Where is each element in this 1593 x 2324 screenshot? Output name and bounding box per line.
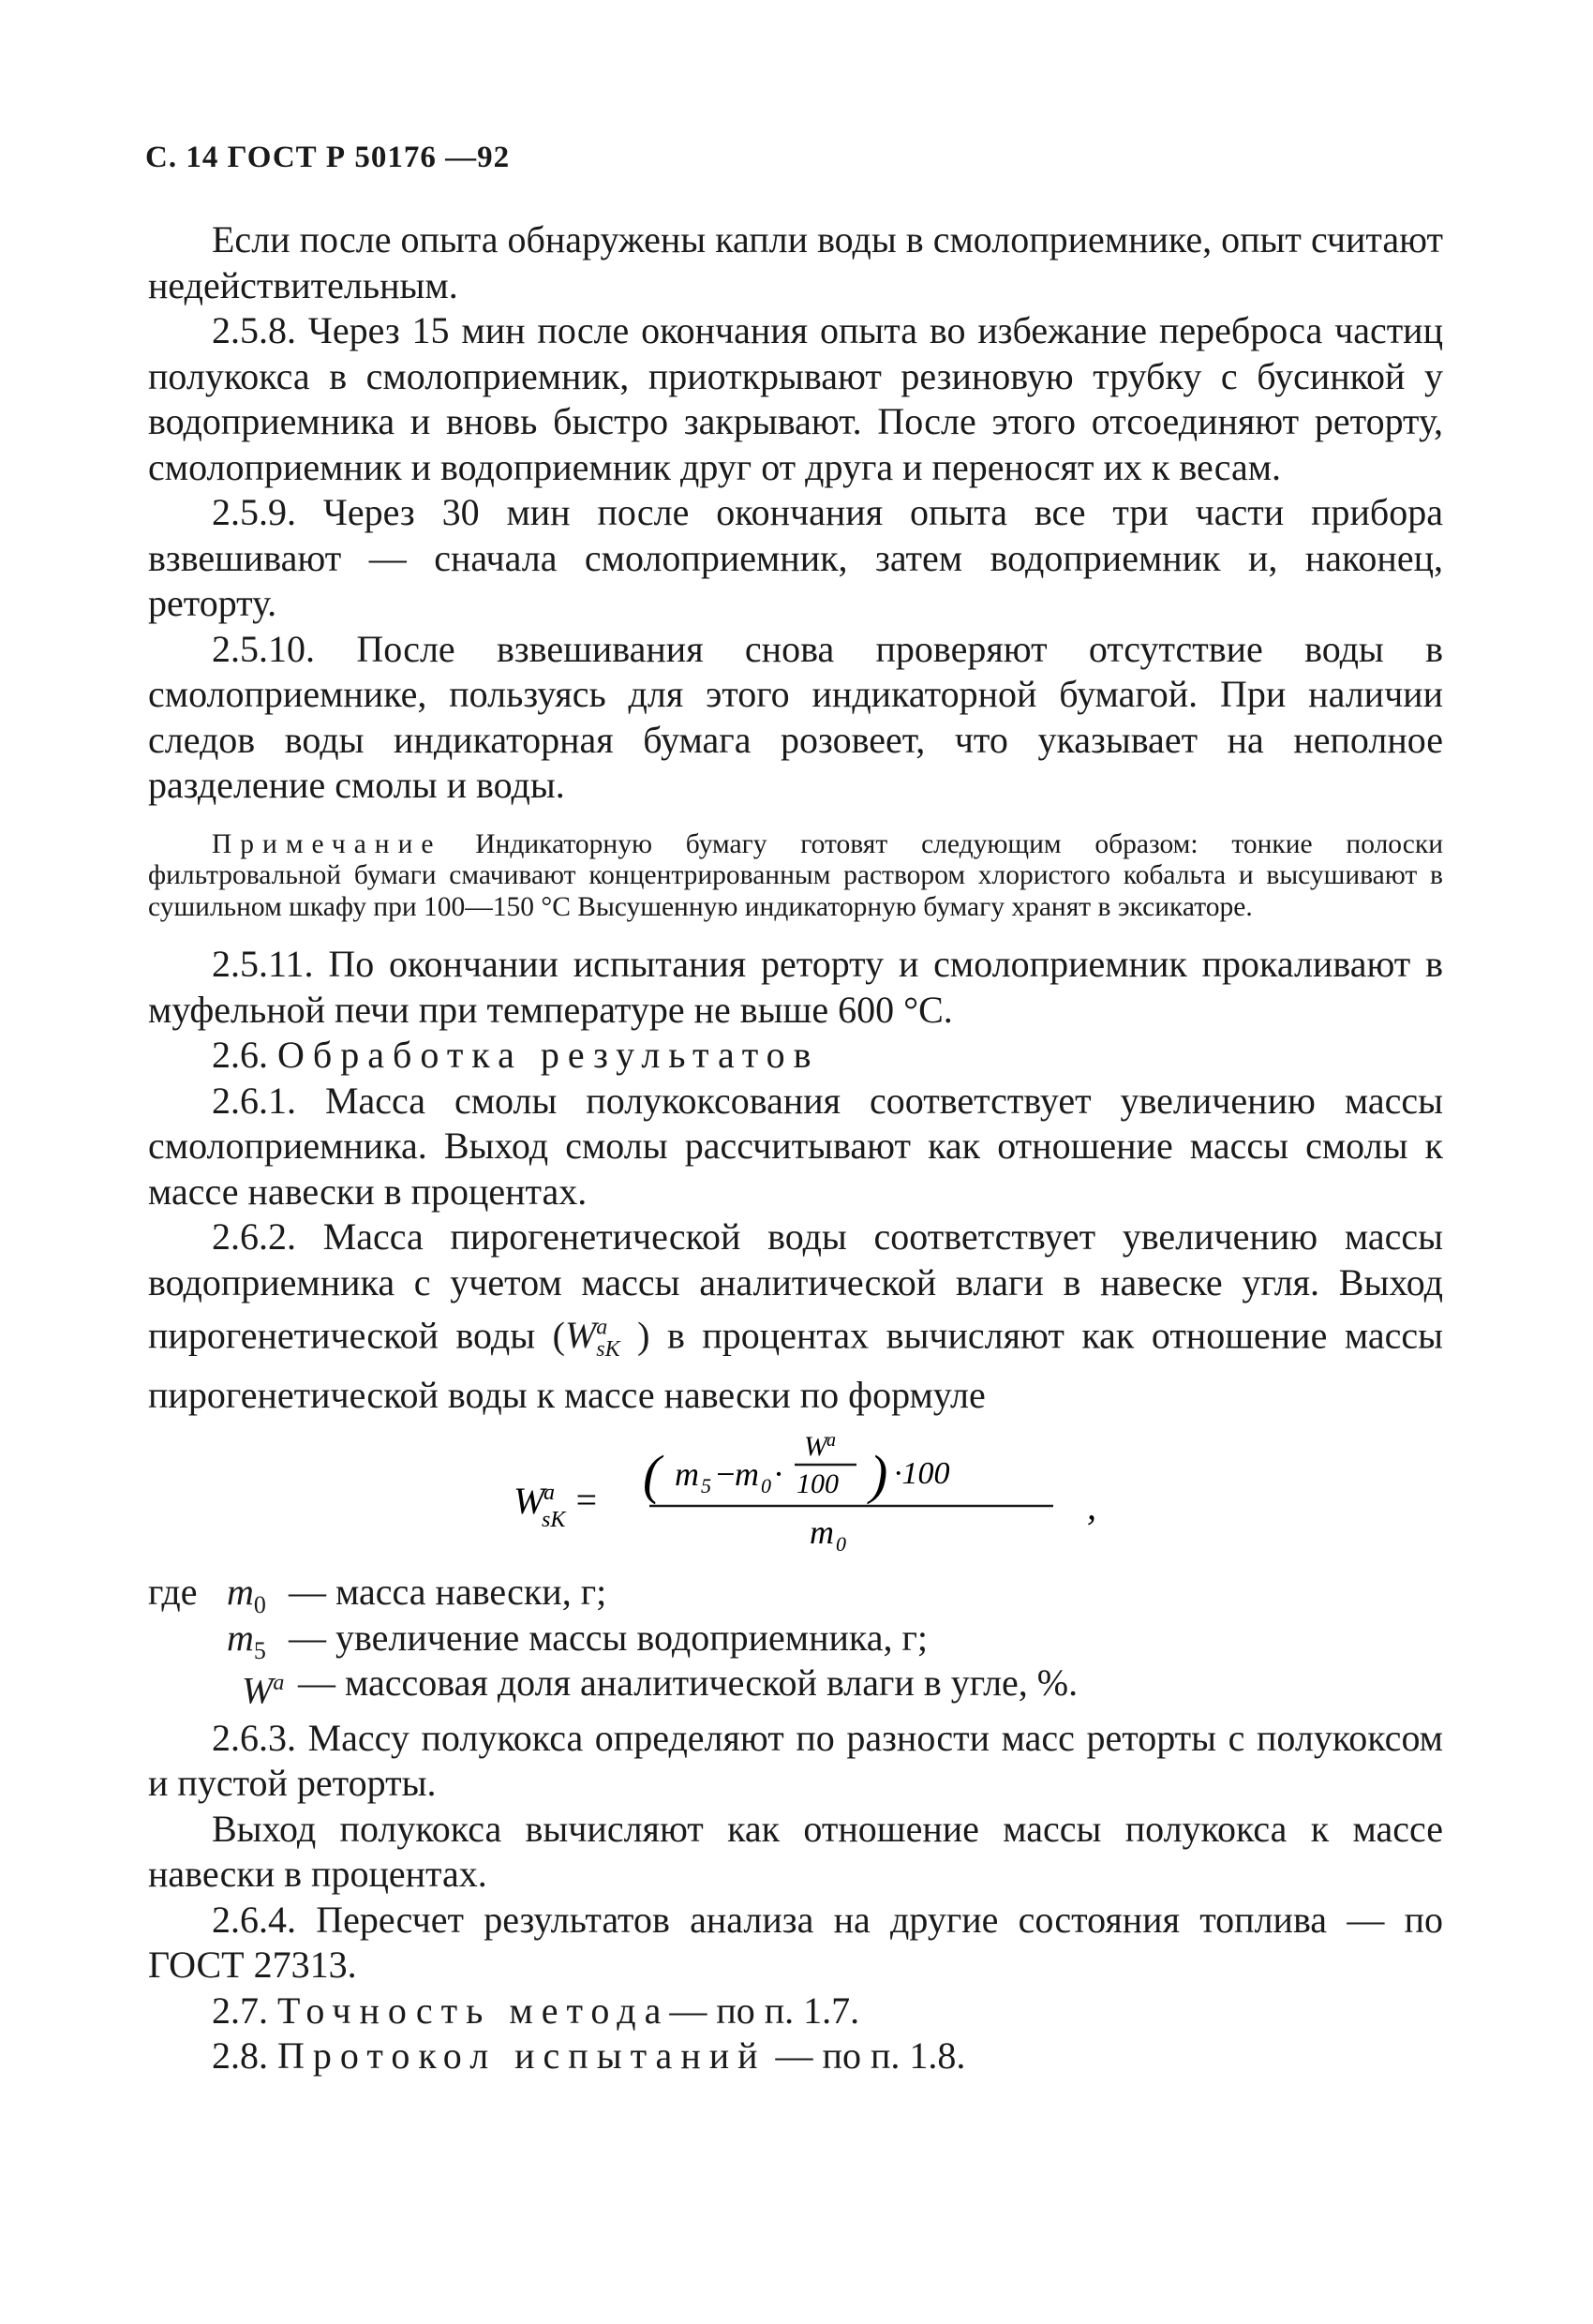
note-block (148, 829, 1443, 924)
where-intro: где (148, 1571, 198, 1614)
definition-row-m5 (148, 1616, 1443, 1664)
formula-svg (148, 1422, 1443, 1562)
formula-m0: m (735, 1455, 759, 1494)
section-title: Точность метода (277, 1989, 670, 2032)
definition-text: — масса навески, г; (289, 1571, 607, 1614)
formula-m0-sub: 0 (761, 1474, 771, 1498)
definition-symbol: $m_0$ (227, 1571, 266, 1619)
formula-denominator: m (810, 1513, 834, 1552)
formula-lhs-sup: a (543, 1481, 555, 1506)
formula-trailing-comma: , (1087, 1485, 1096, 1528)
paragraph-2-6-2 (148, 1214, 1443, 1418)
formula-paren-left: ( (643, 1444, 662, 1506)
paragraph-2-6-2-part-b: ) в процентах вычисляют как отношение массы пирогенетической воды к массе навески по формуле (148, 1314, 1444, 1416)
paragraph-2-5-9: 2.5.9. Через 30 мин после окончания опыта все три части прибора взвешивают — сначала смолоприемник, затем водоприемник и, наконец, реторту. (148, 491, 1443, 624)
note-label: Примечание (212, 828, 442, 859)
formula-denominator-sub: 0 (836, 1532, 846, 1557)
formula-m5-sub: 5 (701, 1474, 711, 1498)
note-text: Индикаторную бумагу готовят следующим образом: тонкие полоски фильтровальной бумаги смачивают концентрированным раствором хлористого кобальта и высушивают в сушильном шкафу при 100—150 °С Высушенную индикаторную бумагу хранят в эксикаторе. (148, 828, 1443, 922)
section-2-6-heading (148, 1033, 1443, 1079)
paragraph-2-6-2-part-a: 2.6.2. Масса пирогенетической воды соответствует увеличению массы водоприемника с учетом массы аналитической влаги в навеске угля. Выход пирогенетической воды ( (148, 1215, 1443, 1357)
section-number: 2.8. (212, 2034, 268, 2078)
inline-symbol-w (564, 1314, 620, 1363)
formula-paren-right: ) (870, 1444, 888, 1506)
formula-frac-bottom: 100 (796, 1468, 839, 1500)
variable-definitions (148, 1570, 1443, 1712)
paragraph-2-5-8: 2.5.8. Через 15 мин после окончания опыта во избежание переброса частиц полукокса в смолоприемник, приоткрывают резиновую трубку с бусинкой у водоприемника и вновь быстро закрывают. После этого отсоединяют реторту, смолоприемник и водоприемник друг от друга и переносят их к весам. (148, 309, 1443, 488)
formula-minus: − (714, 1455, 737, 1494)
formula-times-100: ·100 (894, 1456, 950, 1492)
page-header: С. 14 ГОСТ Р 50176 —92 (145, 141, 511, 174)
section-title: Протокол испытаний (277, 2034, 767, 2078)
inline-w-sup: a (596, 1316, 608, 1340)
paragraph-2-5-10: 2.5.10. После взвешивания снова проверяют отсутствие воды в смолоприемнике, пользуясь для этого индикаторной бумагой. При наличии следов воды индикаторная бумага розовеет, что указывает на неполное разделение смолы и воды. (148, 627, 1443, 806)
definition-text: — массовая доля аналитической влаги в угле, %. (298, 1661, 1079, 1705)
section-2-8 (148, 2034, 1443, 2079)
formula-equals: = (573, 1479, 599, 1522)
formula-lhs-sub: sK (542, 1508, 566, 1533)
definition-row-wa (148, 1661, 1443, 1712)
formula-m5: m (675, 1455, 699, 1494)
inline-w-sub: sK (596, 1337, 620, 1363)
inline-w-base: W (564, 1314, 597, 1357)
formula-block (148, 1422, 1443, 1562)
formula-lhs-w: W (514, 1480, 545, 1523)
formula-frac-top: W (804, 1431, 827, 1463)
section-title: Обработка результатов (277, 1034, 820, 1076)
formula-frac-top-sup: a (826, 1430, 836, 1452)
paragraph-2-6-3: 2.6.3. Массу полукокса определяют по разности масс реторты с полукоксом и пустой реторты. (148, 1716, 1443, 1805)
definition-text: — увеличение массы водоприемника, г; (289, 1616, 928, 1659)
formula-dot: · (774, 1455, 782, 1494)
section-number: 2.7. (212, 1989, 268, 2032)
section-number: 2.6. (212, 1034, 268, 1076)
section-tail: — по п. 1.8. (775, 2034, 966, 2078)
paragraph-2-6-4: 2.6.4. Пересчет результатов анализа на другие состояния топлива — по ГОСТ 27313. (148, 1898, 1443, 1987)
paragraph-drops: Если после опыта обнаружены капли воды в смолоприемнике, опыт считают недействительным. (148, 218, 1443, 306)
definition-symbol: $m_5$ (227, 1616, 266, 1664)
definition-symbol: $W^a$ (242, 1669, 285, 1712)
section-tail: — по п. 1.7. (669, 1989, 860, 2032)
paragraph-2-5-11: 2.5.11. По окончании испытания реторту и смолоприемник прокаливают в муфельной печи при температуре не выше 600 °С. (148, 943, 1443, 1031)
definition-row-m0 (148, 1570, 1443, 1619)
section-2-7 (148, 1989, 1443, 2034)
document-body (148, 217, 1443, 2079)
paragraph-2-6-1: 2.6.1. Масса смолы полукоксования соответствует увеличению массы смолоприемника. Выход смолы рассчитывают как отношение массы смолы к массе навески в процентах. (148, 1079, 1443, 1213)
paragraph-2-6-3-yield: Выход полукокса вычисляют как отношение массы полукокса к массе навески в процентах. (148, 1807, 1443, 1896)
